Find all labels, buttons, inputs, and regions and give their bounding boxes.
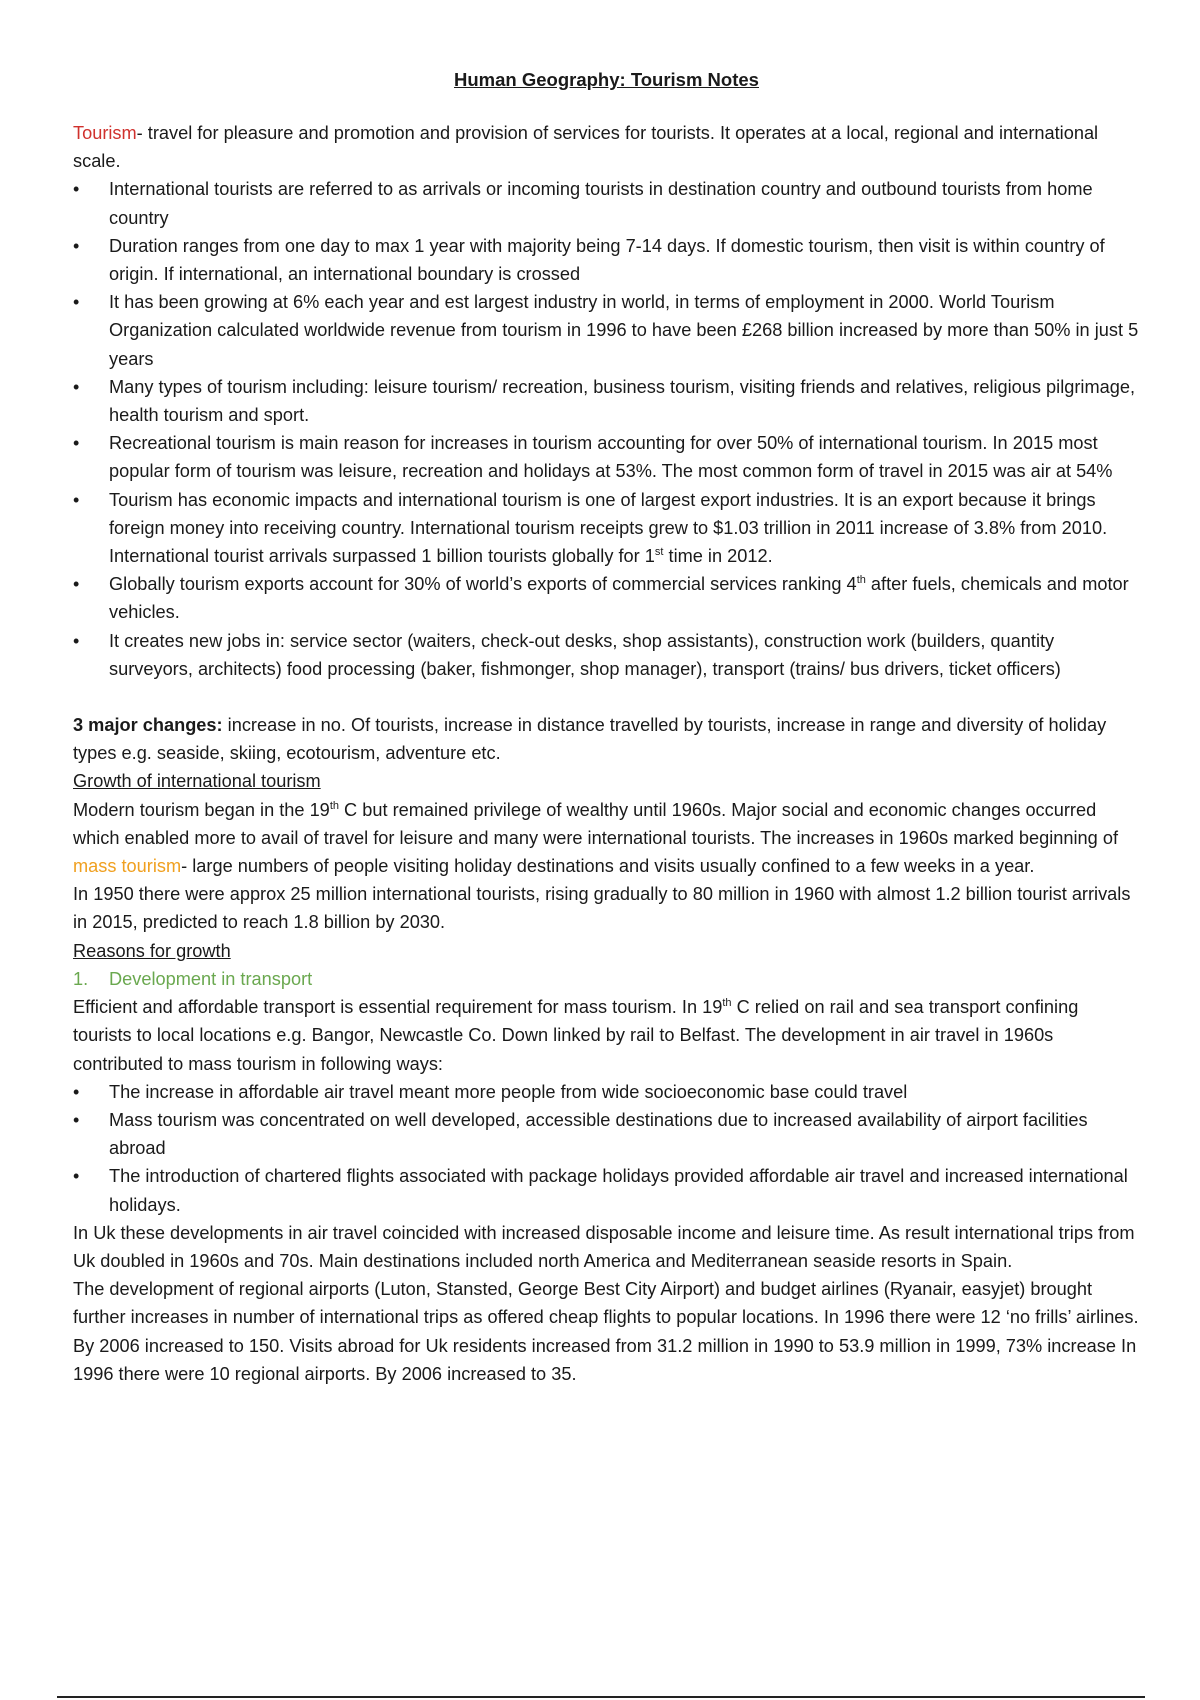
list-item: • Tourism has economic impacts and international tourism is one of largest export industries. It is an export because it brings foreign money into receiving country. International tourism receipts grew to $1.03 trillion in 2011 increase of 3.8% from 2010. International tourist arrivals surpassed 1 billion tourists globally for 1st time in 2012. [73,486,1140,571]
footer-divider [57,1696,1145,1698]
reasons-heading: Reasons for growth [73,940,231,961]
uk-paragraph-1: In Uk these developments in air travel coincided with increased disposable income and leisure time. As result international trips from Uk doubled in 1960s and 70s. Main destinations included north America and Mediterranean seaside resorts in Spain. [73,1222,1135,1271]
list-item: • Duration ranges from one day to max 1 year with majority being 7-14 days. If domestic tourism, then visit is within country of origin. If international, an international boundary is crossed [73,232,1140,288]
list-item: • Globally tourism exports account for 30% of world’s exports of commercial services ranking 4th after fuels, chemicals and motor vehicles. [73,570,1140,626]
spacer [73,683,1140,711]
transport-paragraph: Efficient and affordable transport is essential requirement for mass tourism. In 19th C relied on rail and sea transport confining tourists to local locations e.g. Bangor, Newcastle Co. Down linked by rail to Belfast. The development in air travel in 1960s contributed to mass tourism in following ways: [73,997,1079,1074]
growth-heading: Growth of international tourism [73,771,321,792]
list-item: • Mass tourism was concentrated on well developed, accessible destinations due to increased availability of airport facilities abroad [73,1106,1140,1162]
list-item: • The increase in affordable air travel meant more people from wide socioeconomic base could travel [73,1078,1140,1106]
uk-paragraph-2: The development of regional airports (Luton, Stansted, George Best City Airport) and budget airlines (Ryanair, easyjet) brought further increases in number of international trips as offered cheap flights to popular locations. In 1996 there were 12 ‘no frills’ airlines. By 2006 increased to 150. Visits abroad for Uk residents increased from 31.2 million in 1990 to 53.9 million in 1999, 73% increase In 1996 there were 10 regional airports. By 2006 increased to 35. [73,1279,1139,1384]
tourism-term: Tourism [73,123,137,143]
list-item: • Many types of tourism including: leisure tourism/ recreation, business tourism, visiting friends and relatives, religious pilgrimage, health tourism and sport. [73,373,1140,429]
reason-1-heading: 1. Development in transport [73,968,313,989]
major-changes-paragraph: 3 major changes: increase in no. Of tourists, increase in distance travelled by tourists, increase in range and diversity of holiday types e.g. seaside, skiing, ecotourism, adventure etc. [73,715,1107,764]
list-item: • The introduction of chartered flights associated with package holidays provided affordable air travel and increased international holidays. [73,1162,1140,1218]
list-item: • International tourists are referred to as arrivals or incoming tourists in destination country and outbound tourists from home country [73,175,1140,231]
page-title: Human Geography: Tourism Notes [454,69,759,90]
list-item: • It creates new jobs in: service sector (waiters, check-out desks, shop assistants), construction work (builders, quantity surveyors, architects) food processing (baker, fishmonger, shop manager), transport (trains/ bus drivers, ticket officers) [73,627,1140,683]
tourism-definition: - travel for pleasure and promotion and provision of services for tourists. It operates at a local, regional and international scale. [73,123,1099,172]
air-travel-list [73,1078,1140,1219]
growth-paragraph-1: Modern tourism began in the 19th C but remained privilege of wealthy until 1960s. Major social and economic changes occurred which enabled more to avail of travel for leisure and many were international tourists. The increases in 1960s marked beginning of mass tourism- large numbers of people visiting holiday destinations and visits usually confined to a few weeks in a year. [73,799,1119,877]
intro-paragraph [73,119,1140,175]
list-item: • Recreational tourism is main reason for increases in tourism accounting for over 50% of international tourism. In 2015 most popular form of tourism was leisure, recreation and holidays at 53%. The most common form of travel in 2015 was air at 54% [73,429,1140,485]
tourism-facts-list [73,175,1140,683]
mass-tourism-term: mass tourism [73,856,182,877]
growth-paragraph-2: In 1950 there were approx 25 million international tourists, rising gradually to 80 million in 1960 with almost 1.2 billion tourist arrivals in 2015, predicted to reach 1.8 billion by 2030. [73,884,1131,933]
list-item: • It has been growing at 6% each year and est largest industry in world, in terms of employment in 2000. World Tourism Organization calculated worldwide revenue from tourism in 1996 to have been £268 billion increased by more than 50% in just 5 years [73,288,1140,373]
